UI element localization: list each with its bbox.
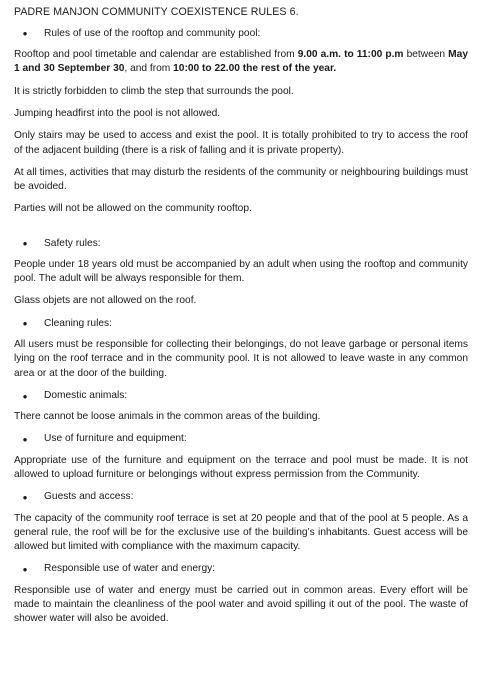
paragraph-stairs-rule: Only stairs may be used to access and exist the pool. It is totally prohibited to try to access the roof of the adjacent building (there is a risk of falling and it is private property). (14, 130, 468, 156)
section-heading-safety (14, 237, 468, 251)
paragraph-step-rule: It is strictly forbidden to climb the step that surrounds the pool. (14, 85, 294, 97)
heading-text: Guests and access: (44, 491, 134, 503)
paragraph-animals-rule: There cannot be loose animals in the common areas of the building. (14, 411, 321, 423)
heading-text: Cleaning rules: (44, 317, 112, 329)
section-heading-furniture (14, 432, 468, 446)
heading-text: Safety rules: (44, 237, 101, 249)
paragraph-disturb-rule: At all times, activities that may disturb the residents of the community or neighbouring buildings must be avoided. (14, 166, 468, 193)
section-heading-animals (14, 389, 468, 403)
paragraph-capacity-rule: The capacity of the community roof terrace is set at 20 people and that of the pool at 5 people. As a general rule, the roof will be for the exclusive use of the building’s inhabitants. Guest access will be allowed but limited with compliance with the maximum capacity. (14, 512, 468, 553)
paragraph-furniture-rule: Appropriate use of the furniture and equipment on the terrace and pool must be made. It is not allowed to upload furniture or belongings without express permission from the Community. (14, 454, 468, 481)
heading-text: Responsible use of water and energy: (44, 563, 216, 575)
paragraph-minors-rule: People under 18 years old must be accompanied by an adult when using the rooftop and community pool. The adult will be always responsible for them. (14, 258, 468, 285)
bullet-icon: • (22, 562, 28, 578)
paragraph-parties-rule: Parties will not be allowed on the community rooftop. (14, 203, 252, 215)
bullet-icon: • (22, 236, 28, 252)
spacer (14, 225, 468, 237)
heading-text: Use of furniture and equipment: (44, 433, 187, 445)
bullet-icon: • (22, 316, 28, 332)
bullet-icon: • (22, 26, 28, 42)
paragraph-water-rule: Responsible use of water and energy must be carried out in common areas. Every effort will be made to maintain the cleanliness of the pool water and avoid spilling it out of the pool. The waste of shower water will also be avoided. (14, 584, 468, 625)
paragraph-timetable: Rooftop and pool timetable and calendar are established from 9.00 a.m. to 11:00 p.m between May 1 and 30 September 30, and from 10:00 to 22.00 the rest of the year. (14, 49, 468, 75)
paragraph-glass-rule: Glass objets are not allowed on the roof. (14, 295, 197, 307)
section-heading-guests (14, 490, 468, 504)
heading-text: Rules of use of the rooftop and community pool: (44, 27, 261, 39)
bullet-icon: • (22, 432, 28, 448)
paragraph-jumping-rule: Jumping headfirst into the pool is not allowed. (14, 107, 221, 119)
heading-text: Domestic animals: (44, 389, 128, 401)
bullet-icon: • (22, 489, 28, 505)
document-title: PADRE MANJON COMMUNITY COEXISTENCE RULES 6. (14, 6, 299, 18)
paragraph-cleaning-rule: All users must be responsible for collecting their belongings, do not leave garbage or personal items lying on the roof terrace and in the community pool. It is not allowed to leave waste in any common area or at the door of the building. (14, 339, 468, 379)
section-heading-rooftop-pool (14, 27, 468, 41)
section-heading-water-energy (14, 562, 468, 576)
section-heading-cleaning (14, 317, 468, 331)
bullet-icon: • (22, 388, 28, 404)
